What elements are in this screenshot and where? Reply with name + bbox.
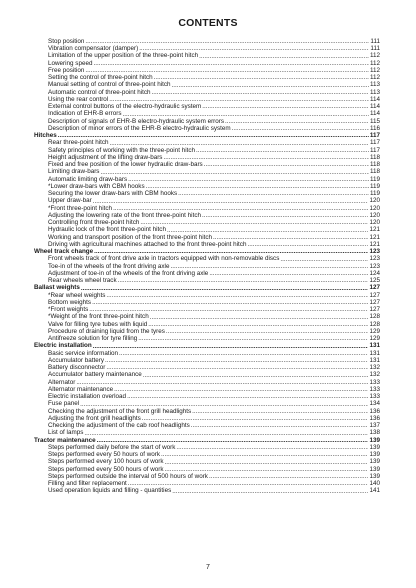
dot-leader bbox=[225, 118, 369, 125]
toc-entry-page: 127 bbox=[369, 284, 380, 292]
dot-leader bbox=[92, 299, 368, 306]
toc-entry[interactable] bbox=[34, 263, 380, 270]
toc-entry[interactable] bbox=[34, 53, 380, 60]
toc-entry-title: Front wheels track of front drive axle in tractors equipped with non-removable discs bbox=[48, 255, 280, 263]
dot-leader bbox=[93, 198, 369, 205]
dot-leader bbox=[93, 343, 369, 350]
toc-entry-title: *Rear wheel weights bbox=[48, 291, 106, 299]
toc-section-heading[interactable] bbox=[34, 132, 380, 139]
toc-entry[interactable] bbox=[34, 299, 380, 306]
toc-entry-title: Battery disconnector bbox=[48, 364, 106, 372]
toc-entry[interactable] bbox=[34, 357, 380, 364]
toc-entry-page: 136 bbox=[369, 407, 380, 415]
toc-entry[interactable] bbox=[34, 415, 380, 422]
toc-entry[interactable] bbox=[34, 422, 380, 429]
toc-entry-page: 112 bbox=[369, 52, 380, 60]
toc-entry[interactable] bbox=[34, 118, 380, 125]
toc-entry-title: Steps performed outside the interval of 500 hours of work bbox=[48, 472, 208, 480]
toc-entry[interactable] bbox=[34, 401, 380, 408]
toc-entry-page: 120 bbox=[369, 204, 380, 212]
dot-leader bbox=[84, 430, 368, 437]
toc-entry-page: 136 bbox=[369, 414, 380, 422]
toc-entry-title: Used operation liquids and filling - quantities bbox=[48, 487, 172, 495]
toc-entry-page: 129 bbox=[369, 327, 380, 335]
dot-leader bbox=[109, 96, 369, 103]
dot-leader bbox=[89, 306, 368, 313]
dot-leader bbox=[139, 45, 369, 52]
dot-leader bbox=[165, 466, 369, 473]
toc-entry[interactable] bbox=[34, 176, 380, 183]
toc-entry-page: 120 bbox=[369, 211, 380, 219]
toc-entry-page: 118 bbox=[369, 168, 380, 176]
toc-entry-page: 121 bbox=[369, 233, 380, 241]
toc-entry-title: Description of minor errors of the EHR-B electro-hydraulic system bbox=[48, 124, 231, 132]
toc-entry-page: 139 bbox=[369, 451, 380, 459]
toc-entry[interactable] bbox=[34, 198, 380, 205]
toc-entry[interactable] bbox=[34, 212, 380, 219]
dot-leader bbox=[140, 219, 368, 226]
toc-entry-title: *Weight of the front three-point hitch bbox=[48, 313, 149, 321]
toc-entry-title: Upper draw-bar bbox=[48, 197, 92, 205]
toc-entry-page: 121 bbox=[369, 226, 380, 234]
toc-entry-title: Adjustment of toe-in of the wheels of the front driving axle bbox=[48, 269, 209, 277]
dot-leader bbox=[165, 459, 369, 466]
toc-entry-page: 132 bbox=[369, 364, 380, 372]
toc-entry[interactable] bbox=[34, 154, 380, 161]
toc-entry-title: Safety principles of working with the three-point hitch bbox=[48, 146, 196, 154]
toc-entry-title: Limiting draw-bars bbox=[48, 168, 100, 176]
toc-entry-title: Procedure of draining liquid from the tyres bbox=[48, 327, 165, 335]
toc-entry-page: 123 bbox=[369, 262, 380, 270]
dot-leader bbox=[119, 350, 368, 357]
toc-entry-title: Electric installation overload bbox=[48, 393, 127, 401]
toc-entry-page: 125 bbox=[369, 277, 380, 285]
toc-entry[interactable] bbox=[34, 386, 380, 393]
toc-entry-page: 129 bbox=[369, 335, 380, 343]
table-of-contents bbox=[34, 38, 380, 495]
dot-leader bbox=[150, 314, 369, 321]
toc-entry[interactable] bbox=[34, 466, 380, 473]
toc-entry-title: Height adjustment of the lifting draw-bars bbox=[48, 153, 163, 161]
toc-entry-title: Adjusting the lowering rate of the front three-point hitch bbox=[48, 211, 201, 219]
toc-entry-page: 133 bbox=[369, 393, 380, 401]
page-title: CONTENTS bbox=[178, 17, 238, 29]
dot-leader bbox=[280, 256, 368, 263]
toc-entry-page: 118 bbox=[369, 161, 380, 169]
toc-entry-title: Bottom weights bbox=[48, 298, 92, 306]
toc-entry-title: Accumulator battery bbox=[48, 356, 104, 364]
toc-entry-page: 131 bbox=[369, 349, 380, 357]
toc-section-heading[interactable] bbox=[34, 343, 380, 350]
toc-entry-page: 127 bbox=[369, 298, 380, 306]
toc-entry-page: 112 bbox=[369, 59, 380, 67]
toc-entry-title: Antifreeze solution for tyre filling bbox=[48, 335, 138, 343]
toc-entry-page: 111 bbox=[370, 45, 380, 53]
toc-entry-page: 139 bbox=[369, 472, 380, 480]
dot-leader bbox=[127, 393, 368, 400]
toc-entry-page: 117 bbox=[369, 146, 380, 154]
toc-entry-page: 117 bbox=[369, 139, 380, 147]
toc-entry-page: 133 bbox=[369, 378, 380, 386]
dot-leader bbox=[93, 60, 368, 67]
toc-entry-page: 134 bbox=[369, 400, 380, 408]
toc-entry[interactable] bbox=[34, 67, 380, 74]
toc-entry-page: 112 bbox=[369, 66, 380, 74]
toc-entry-page: 127 bbox=[369, 306, 380, 314]
toc-entry-title: Driving with agricultural machines attached to the front three-point hitch bbox=[48, 240, 247, 248]
page-number: 7 bbox=[206, 564, 210, 571]
toc-entry-title: Fuse panel bbox=[48, 400, 80, 408]
dot-leader bbox=[146, 183, 369, 190]
toc-entry[interactable] bbox=[34, 488, 380, 495]
toc-entry[interactable] bbox=[34, 219, 380, 226]
toc-entry-title: *Lower draw-bars with CBM hooks bbox=[48, 182, 145, 190]
toc-entry-page: 138 bbox=[369, 429, 380, 437]
toc-entry[interactable] bbox=[34, 306, 380, 313]
toc-entry[interactable] bbox=[34, 140, 380, 147]
dot-leader bbox=[85, 67, 369, 74]
dot-leader bbox=[142, 415, 369, 422]
toc-entry-title: Using the rear control bbox=[48, 95, 109, 103]
dot-leader bbox=[209, 473, 369, 480]
toc-entry-page: 114 bbox=[369, 110, 380, 118]
toc-entry[interactable] bbox=[34, 45, 380, 52]
toc-entry-page: 128 bbox=[369, 320, 380, 328]
toc-entry-title: *Front three-point hitch bbox=[48, 204, 113, 212]
dot-leader bbox=[143, 372, 369, 379]
toc-entry-title: Working and transport position of the front three-point hitch bbox=[48, 233, 213, 241]
toc-entry[interactable] bbox=[34, 459, 380, 466]
toc-entry-title: Accumulator battery maintenance bbox=[48, 371, 142, 379]
toc-entry-title: Filling and filter replacement bbox=[48, 480, 127, 488]
dot-leader bbox=[105, 357, 368, 364]
toc-entry[interactable] bbox=[34, 147, 380, 154]
dot-leader bbox=[138, 335, 368, 342]
toc-entry-title: Checking the adjustment of the front grill headlights bbox=[48, 407, 192, 415]
toc-entry-page: 123 bbox=[369, 248, 380, 256]
toc-entry-title: Alternator maintenance bbox=[48, 385, 114, 393]
toc-entry-title: Automatic limiting draw-bars bbox=[48, 175, 128, 183]
toc-entry-page: 116 bbox=[369, 124, 380, 132]
toc-entry-title: External control buttons of the electro-hydraulic system bbox=[48, 103, 202, 111]
toc-entry-title: Ballast weights bbox=[34, 284, 80, 292]
toc-entry-title: *Front weights bbox=[48, 306, 89, 314]
toc-entry-title: Limitation of the upper position of the three-point hitch bbox=[48, 52, 199, 60]
toc-entry[interactable] bbox=[34, 241, 380, 248]
toc-entry-page: 137 bbox=[369, 422, 380, 430]
toc-entry[interactable] bbox=[34, 473, 380, 480]
dot-leader bbox=[97, 437, 369, 444]
toc-entry-page: 117 bbox=[369, 132, 380, 140]
dot-leader bbox=[202, 212, 369, 219]
toc-entry[interactable] bbox=[34, 111, 380, 118]
toc-entry-title: Automatic control of three-point hitch bbox=[48, 88, 151, 96]
dot-leader bbox=[128, 480, 369, 487]
toc-entry[interactable] bbox=[34, 234, 380, 241]
dot-leader bbox=[204, 161, 369, 168]
toc-entry-title: Vibration compensator (damper) bbox=[48, 45, 139, 53]
toc-entry-title: Basic service information bbox=[48, 349, 118, 357]
toc-entry-title: Adjusting the front grill headlights bbox=[48, 414, 141, 422]
dot-leader bbox=[110, 140, 369, 147]
dot-leader bbox=[106, 292, 368, 299]
toc-entry-page: 114 bbox=[369, 103, 380, 111]
dot-leader bbox=[161, 451, 368, 458]
toc-entry-title: Stop position bbox=[48, 37, 85, 45]
dot-leader bbox=[202, 103, 369, 110]
toc-entry[interactable] bbox=[34, 451, 380, 458]
toc-entry-title: Steps performed every 100 hours of work bbox=[48, 458, 164, 466]
dot-leader bbox=[209, 270, 368, 277]
toc-entry-title: Manual setting of control of three-point hitch bbox=[48, 81, 171, 89]
toc-entry-page: 128 bbox=[369, 313, 380, 321]
toc-entry[interactable] bbox=[34, 125, 380, 132]
dot-leader bbox=[178, 190, 369, 197]
toc-entry-page: 131 bbox=[369, 342, 380, 350]
toc-entry-title: Tractor maintenance bbox=[34, 436, 96, 444]
toc-entry-page: 111 bbox=[370, 37, 380, 45]
toc-entry-title: Steps performed every 50 hours of work bbox=[48, 451, 160, 459]
toc-entry[interactable] bbox=[34, 292, 380, 299]
toc-entry-page: 123 bbox=[369, 255, 380, 263]
toc-entry-page: 119 bbox=[369, 190, 380, 198]
toc-entry-title: Valve for filling tyre tubes with liquid bbox=[48, 320, 148, 328]
toc-entry[interactable] bbox=[34, 169, 380, 176]
toc-entry[interactable] bbox=[34, 103, 380, 110]
toc-entry[interactable] bbox=[34, 161, 380, 168]
toc-entry[interactable] bbox=[34, 277, 380, 284]
toc-entry-title: Steps performed every 500 hours of work bbox=[48, 465, 164, 473]
toc-entry-page: 113 bbox=[369, 88, 380, 96]
toc-entry-page: 112 bbox=[369, 74, 380, 82]
toc-entry[interactable] bbox=[34, 74, 380, 81]
dot-leader bbox=[123, 111, 369, 118]
toc-entry-page: 131 bbox=[369, 356, 380, 364]
dot-leader bbox=[172, 82, 369, 89]
dot-leader bbox=[128, 176, 369, 183]
toc-entry[interactable] bbox=[34, 372, 380, 379]
dot-leader bbox=[213, 234, 368, 241]
toc-entry-page: 141 bbox=[369, 487, 380, 495]
toc-entry-title: Toe-in of the wheels of the front driving axle bbox=[48, 262, 170, 270]
toc-entry-title: Controlling front three-point hitch bbox=[48, 219, 140, 227]
toc-entry[interactable] bbox=[34, 190, 380, 197]
toc-entry-page: 121 bbox=[369, 240, 380, 248]
toc-section-heading[interactable] bbox=[34, 285, 380, 292]
toc-entry-page: 127 bbox=[369, 291, 380, 299]
dot-leader bbox=[152, 89, 369, 96]
toc-entry-page: 114 bbox=[369, 95, 380, 103]
dot-leader bbox=[232, 125, 369, 132]
toc-entry-title: Rear three-point hitch bbox=[48, 139, 109, 147]
dot-leader bbox=[196, 147, 369, 154]
toc-entry-page: 115 bbox=[369, 117, 380, 125]
dot-leader bbox=[154, 74, 369, 81]
toc-entry[interactable] bbox=[34, 321, 380, 328]
toc-entry-title: Steps performed daily before the start of work bbox=[48, 443, 176, 451]
dot-leader bbox=[170, 263, 368, 270]
dot-leader bbox=[167, 227, 369, 234]
toc-entry-title: Rear wheels wheel track bbox=[48, 277, 117, 285]
toc-entry[interactable] bbox=[34, 96, 380, 103]
toc-entry-page: 139 bbox=[369, 436, 380, 444]
toc-entry[interactable] bbox=[34, 82, 380, 89]
toc-entry[interactable] bbox=[34, 328, 380, 335]
dot-leader bbox=[80, 401, 368, 408]
toc-entry-title: Wheel track change bbox=[34, 248, 94, 256]
toc-entry-title: Hitches bbox=[34, 132, 57, 140]
toc-entry[interactable] bbox=[34, 205, 380, 212]
toc-entry[interactable] bbox=[34, 480, 380, 487]
toc-entry[interactable] bbox=[34, 314, 380, 321]
toc-entry[interactable] bbox=[34, 60, 380, 67]
toc-entry-page: 113 bbox=[369, 81, 380, 89]
dot-leader bbox=[247, 241, 368, 248]
toc-entry-page: 124 bbox=[369, 269, 380, 277]
dot-leader bbox=[76, 379, 368, 386]
toc-entry[interactable] bbox=[34, 335, 380, 342]
toc-entry[interactable] bbox=[34, 270, 380, 277]
toc-entry[interactable] bbox=[34, 350, 380, 357]
toc-entry-title: Free position bbox=[48, 66, 85, 74]
toc-entry-title: Alternator bbox=[48, 378, 76, 386]
toc-entry[interactable] bbox=[34, 364, 380, 371]
toc-entry-page: 119 bbox=[369, 175, 380, 183]
toc-entry-title: Electric installation bbox=[34, 342, 92, 350]
dot-leader bbox=[192, 408, 368, 415]
dot-leader bbox=[106, 364, 368, 371]
toc-entry[interactable] bbox=[34, 89, 380, 96]
dot-leader bbox=[176, 444, 368, 451]
toc-entry-title: Setting the control of three-point hitch bbox=[48, 74, 153, 82]
toc-entry-page: 140 bbox=[369, 480, 380, 488]
toc-entry-title: Lowering speed bbox=[48, 59, 93, 67]
toc-entry[interactable] bbox=[34, 408, 380, 415]
dot-leader bbox=[166, 328, 369, 335]
dot-leader bbox=[113, 205, 368, 212]
toc-entry-title: Securing the lower draw-bars with CBM hooks bbox=[48, 190, 178, 198]
toc-section-heading[interactable] bbox=[34, 248, 380, 255]
toc-entry[interactable] bbox=[34, 256, 380, 263]
toc-entry[interactable] bbox=[34, 444, 380, 451]
toc-entry-page: 120 bbox=[369, 219, 380, 227]
dot-leader bbox=[118, 277, 369, 284]
toc-entry-page: 139 bbox=[369, 443, 380, 451]
toc-entry[interactable] bbox=[34, 183, 380, 190]
toc-entry-page: 120 bbox=[369, 197, 380, 205]
toc-entry-page: 119 bbox=[369, 182, 380, 190]
dot-leader bbox=[58, 132, 369, 139]
toc-section-heading[interactable] bbox=[34, 437, 380, 444]
toc-entry-title: Fixed and free position of the lower hydraulic draw-bars bbox=[48, 161, 203, 169]
dot-leader bbox=[94, 248, 368, 255]
toc-entry-page: 118 bbox=[369, 153, 380, 161]
toc-entry-page: 139 bbox=[369, 465, 380, 473]
toc-entry-page: 139 bbox=[369, 458, 380, 466]
toc-entry[interactable] bbox=[34, 393, 380, 400]
dot-leader bbox=[163, 154, 369, 161]
toc-entry-page: 132 bbox=[369, 371, 380, 379]
toc-entry-title: List of lamps bbox=[48, 429, 84, 437]
toc-entry[interactable] bbox=[34, 430, 380, 437]
toc-entry-title: Indication of EHR-B errors bbox=[48, 110, 122, 118]
dot-leader bbox=[114, 386, 368, 393]
toc-entry-title: Description of signals of EHR-B electro-hydraulic system errors bbox=[48, 117, 225, 125]
toc-entry[interactable] bbox=[34, 38, 380, 45]
dot-leader bbox=[191, 422, 369, 429]
toc-entry-title: Hydraulic lock of the front three-point hitch bbox=[48, 226, 166, 234]
dot-leader bbox=[172, 488, 368, 495]
dot-leader bbox=[199, 53, 369, 60]
toc-entry[interactable] bbox=[34, 379, 380, 386]
dot-leader bbox=[148, 321, 368, 328]
dot-leader bbox=[81, 285, 369, 292]
toc-entry[interactable] bbox=[34, 227, 380, 234]
dot-leader bbox=[100, 169, 369, 176]
toc-entry-page: 133 bbox=[369, 385, 380, 393]
toc-entry-title: Checking the adjustment of the cab roof headlights bbox=[48, 422, 190, 430]
dot-leader bbox=[85, 38, 369, 45]
